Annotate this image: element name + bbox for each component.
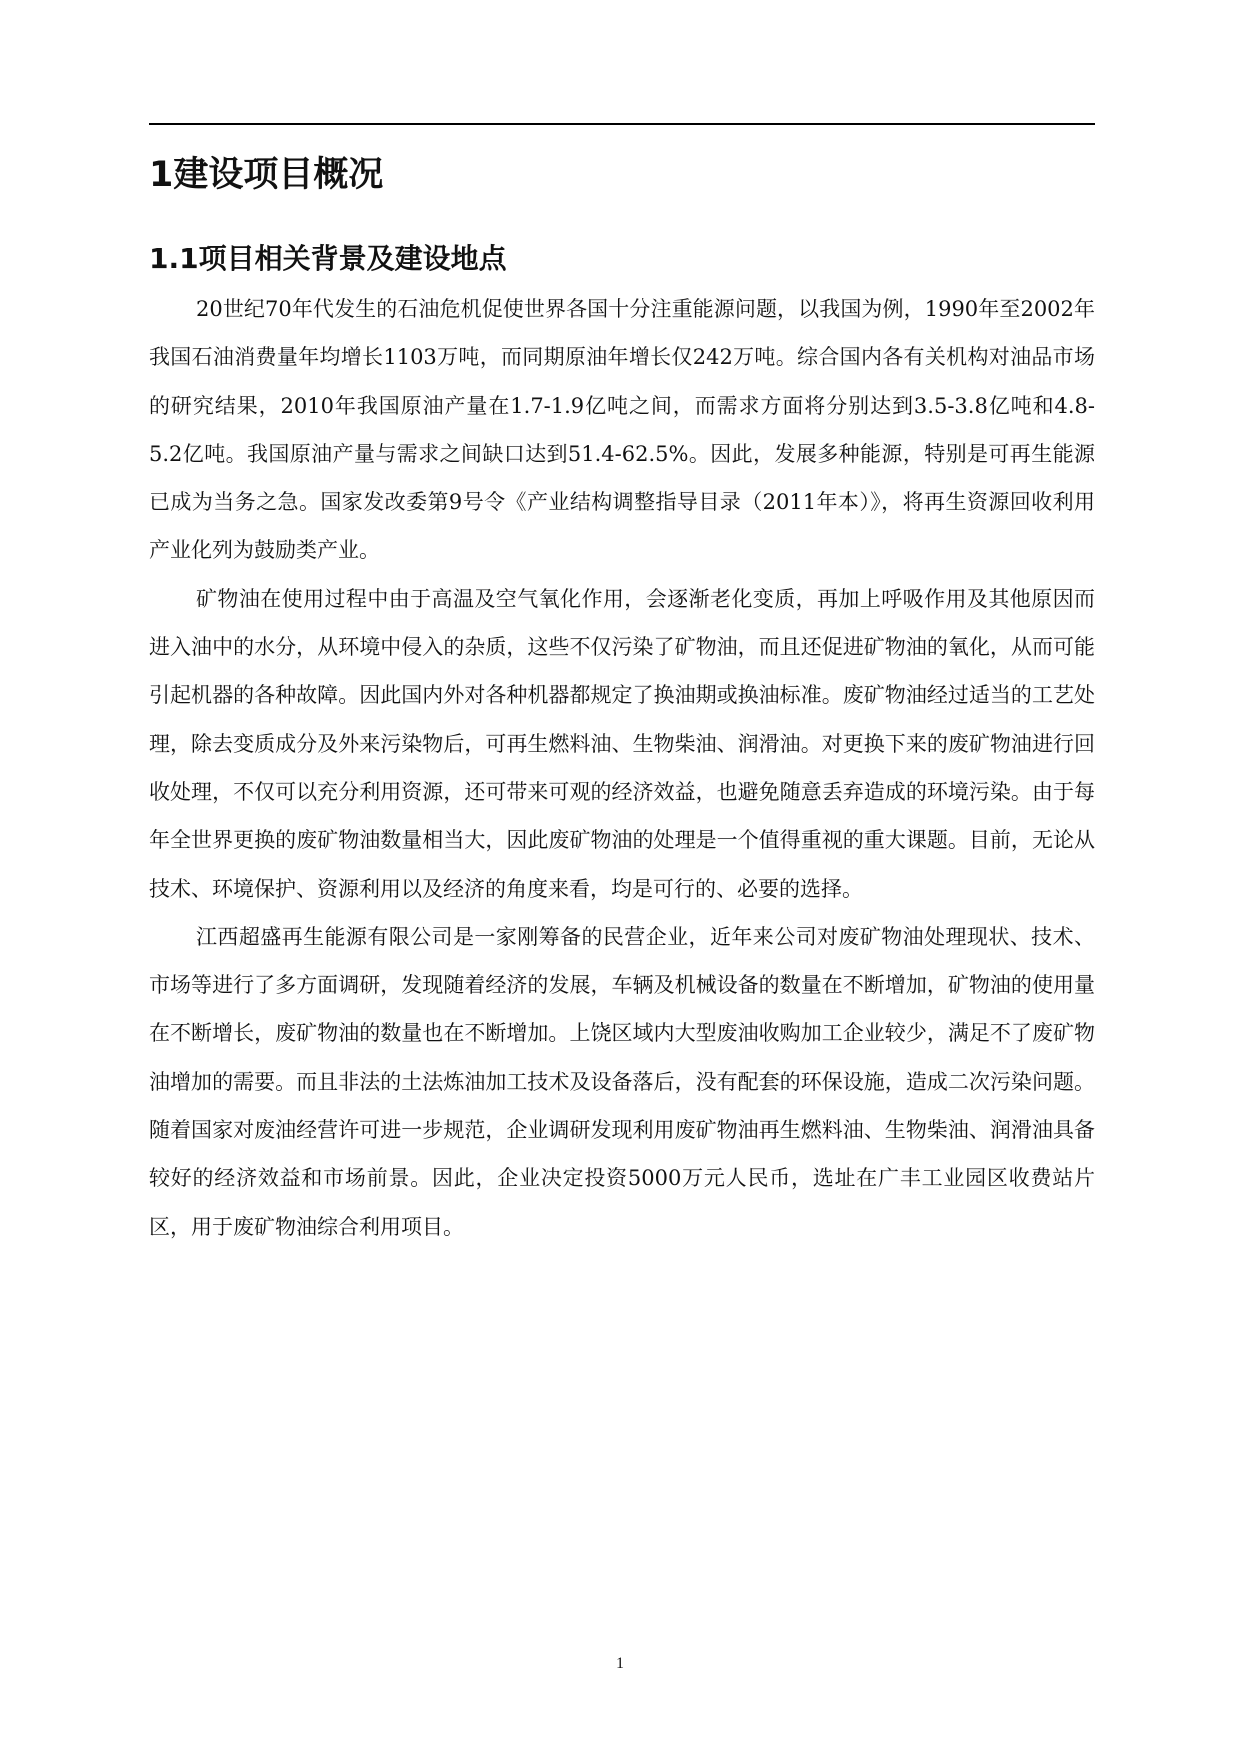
paragraph-background: 20世纪70年代发生的石油危机促使世界各国十分注重能源问题，以我国为例，1990年至2002年我国石油消费量年均增长1103万吨，而同期原油年增长仅242万吨。综合国内各有关机构对油品市场的研究结果，2010年我国原油产量在1.7-1.9亿吨之间，而需求方面将分别达到3.5-3.8亿吨和4.8-5.2亿吨。我国原油产量与需求之间缺口达到51.4-62.5%。因此，发展多种能源，特别是可再生能源已成为当务之急。国家发改委第9号令《产业结构调整指导目录（2011年本）》，将再生资源回收利用产业化列为鼓励类产业。 [149,297,1095,563]
page-number: 1 [616,1655,624,1672]
section-title: 1.1项目相关背景及建设地点 [149,242,507,275]
paragraph-mineral-oil: 矿物油在使用过程中由于高温及空气氧化作用，会逐渐老化变质，再加上呼吸作用及其他原因而进入油中的水分，从环境中侵入的杂质，这些不仅污染了矿物油，而且还促进矿物油的氧化，从而可能引起机器的各种故障。因此国内外对各种机器都规定了换油期或换油标准。废矿物油经过适当的工艺处理，除去变质成分及外来污染物后，可再生燃料油、生物柴油、润滑油。对更换下来的废矿物油进行回收处理，不仅可以充分利用资源，还可带来可观的经济效益，也避免随意丢弃造成的环境污染。由于每年全世界更换的废矿物油数量相当大，因此废矿物油的处理是一个值得重视的重大课题。目前，无论从技术、环境保护、资源利用以及经济的角度来看，均是可行的、必要的选择。 [149,586,1095,901]
chapter-title: 1建设项目概况 [149,155,384,195]
paragraph-company: 江西超盛再生能源有限公司是一家刚筹备的民营企业，近年来公司对废矿物油处理现状、技术、市场等进行了多方面调研，发现随着经济的发展，车辆及机械设备的数量在不断增加，矿物油的使用量在不断增长，废矿物油的数量也在不断增加。上饶区域内大型废油收购加工企业较少，满足不了废矿物油增加的需要。而且非法的土法炼油加工技术及设备落后，没有配套的环保设施，造成二次污染问题。随着国家对废油经营许可进一步规范，企业调研发现利用废矿物油再生燃料油、生物柴油、润滑油具备较好的经济效益和市场前景。因此，企业决定投资5000万元人民币，选址在广丰工业园区收费站片区，用于废矿物油综合利用项目。 [149,924,1095,1239]
body-text [149,285,1095,1251]
header-rule [149,123,1095,125]
